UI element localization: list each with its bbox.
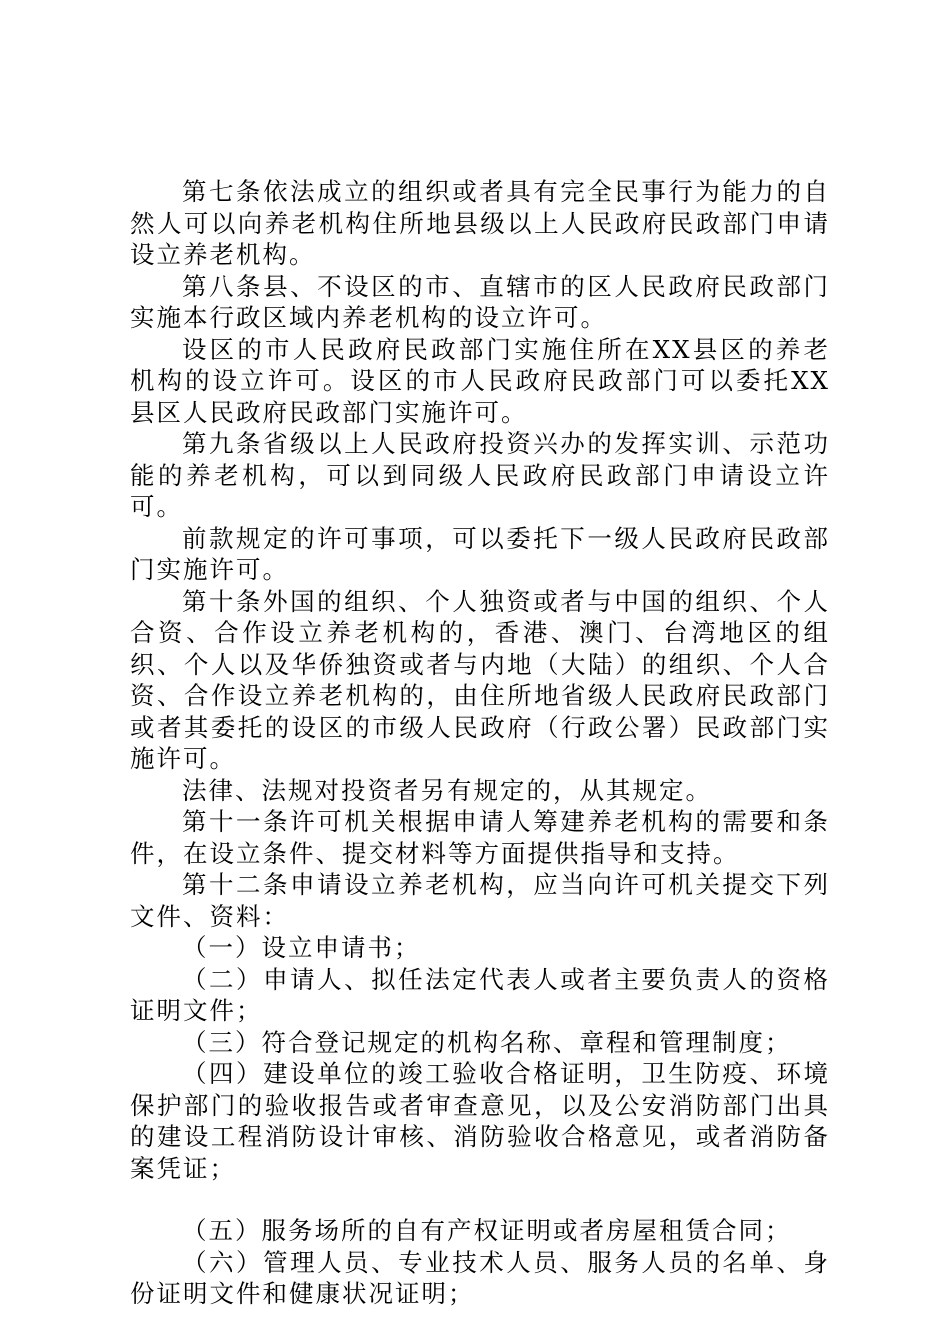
paragraph-article-11: 第十一条许可机关根据申请人筹建养老机构的需要和条件，在设立条件、提交材料等方面提供指导和支持。 [130, 807, 830, 868]
paragraph-article-8-cont: 设区的市人民政府民政部门实施住所在XX县区的养老机构的设立许可。设区的市人民政府民政部门可以委托XX县区人民政府民政部门实施许可。 [130, 334, 830, 427]
list-item-3: （三）符合登记规定的机构名称、章程和管理制度； [182, 1027, 792, 1057]
list-item-1: （一）设立申请书； [182, 933, 421, 962]
paragraph-article-10: 第十条外国的组织、个人独资或者与中国的组织、个人合资、合作设立养老机构的，香港、澳门、台湾地区的组织、个人以及华侨独资或者与内地（大陆）的组织、个人合资、合作设立养老机构的，由住所地省级人民政府民政部门或者其委托的设区的市级人民政府（行政公署）民政部门实施许可。 [130, 586, 830, 773]
list-item-6: （六）管理人员、专业技术人员、服务人员的名单、身份证明文件和健康状况证明； [130, 1247, 830, 1308]
paragraph-article-9-cont: 前款规定的许可事项，可以委托下一级人民政府民政部门实施许可。 [130, 523, 830, 584]
paragraph-article-9: 第九条省级以上人民政府投资兴办的发挥实训、示范功能的养老机构，可以到同级人民政府民政部门申请设立许可。 [130, 429, 830, 521]
paragraph-article-10-cont: 法律、法规对投资者另有规定的，从其规定。 [182, 775, 712, 805]
paragraph-article-7: 第七条依法成立的组织或者具有完全民事行为能力的自然人可以向养老机构住所地县级以上人民政府民政部门申请设立养老机构。 [130, 177, 830, 269]
list-item-5: （五）服务场所的自有产权证明或者房屋租赁合同； [182, 1216, 792, 1245]
paragraph-article-8: 第八条县、不设区的市、直辖市的区人民政府民政部门实施本行政区域内养老机构的设立许可。 [130, 271, 830, 332]
document-body [130, 176, 830, 1310]
list-item-4: （四）建设单位的竣工验收合格证明，卫生防疫、环境保护部门的验收报告或者审查意见，以及公安消防部门出具的建设工程消防设计审核、消防验收合格意见，或者消防备案凭证； [130, 1059, 830, 1183]
paragraph-article-12: 第十二条申请设立养老机构，应当向许可机关提交下列文件、资料： [130, 870, 830, 931]
list-item-2: （二）申请人、拟任法定代表人或者主要负责人的资格证明文件； [130, 964, 830, 1025]
